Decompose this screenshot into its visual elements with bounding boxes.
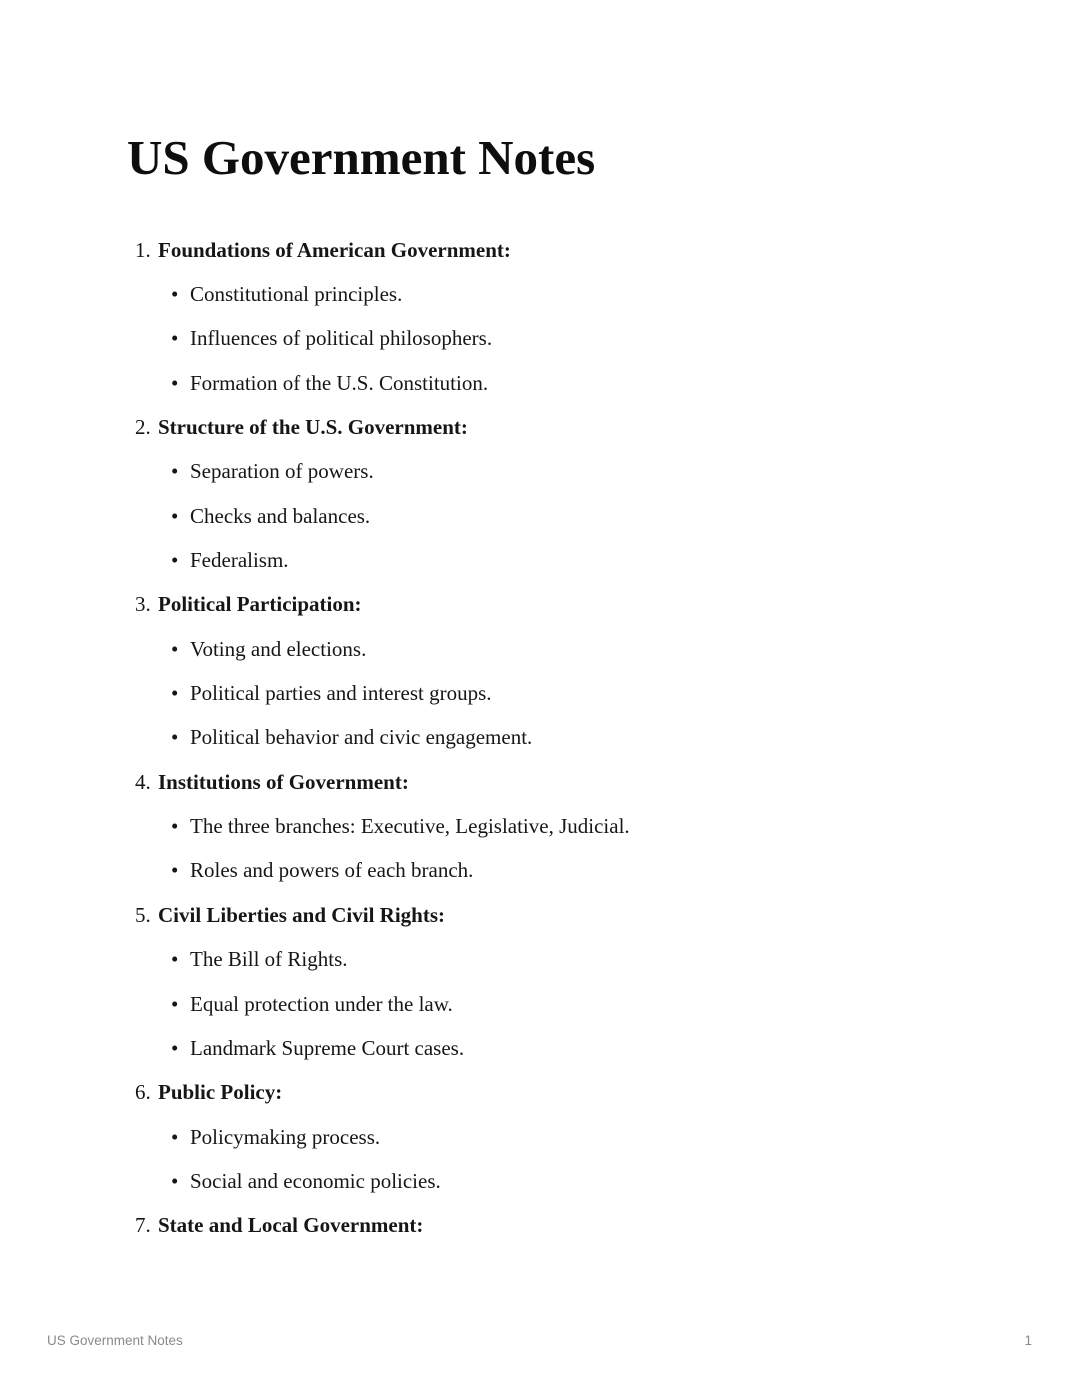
bullet-item bbox=[0, 272, 1080, 316]
bullet-icon: • bbox=[171, 991, 179, 1016]
bullet-text: Policymaking process. bbox=[190, 1124, 381, 1149]
bullet-icon: • bbox=[171, 1035, 179, 1060]
bullet-text: Formation of the U.S. Constitution. bbox=[190, 370, 489, 395]
bullet-text: Political behavior and civic engagement. bbox=[190, 725, 533, 750]
bullet-item bbox=[0, 671, 1080, 715]
bullet-item bbox=[0, 938, 1080, 982]
bullet-text: Roles and powers of each branch. bbox=[190, 858, 474, 883]
bullet-item bbox=[0, 716, 1080, 760]
bullet-text: The three branches: Executive, Legislative, Judicial. bbox=[190, 814, 630, 839]
section-title: Foundations of American Government: bbox=[158, 237, 511, 262]
bullet-item bbox=[0, 804, 1080, 848]
bullet-item bbox=[0, 849, 1080, 893]
footer-page-number: 1 bbox=[1024, 1333, 1032, 1348]
list-number: 3. bbox=[135, 592, 151, 617]
section-title: Public Policy: bbox=[158, 1080, 283, 1105]
bullet-icon: • bbox=[171, 326, 179, 351]
list-item-heading bbox=[0, 405, 1080, 449]
page-title: US Government Notes bbox=[127, 130, 596, 185]
list-item-heading bbox=[0, 228, 1080, 272]
list-item-heading bbox=[0, 893, 1080, 937]
list-item-heading bbox=[0, 760, 1080, 804]
bullet-text: Landmark Supreme Court cases. bbox=[190, 1035, 465, 1060]
list-number: 2. bbox=[135, 415, 151, 440]
bullet-text: Equal protection under the law. bbox=[190, 991, 453, 1016]
list-number: 1. bbox=[135, 237, 151, 262]
list-number: 7. bbox=[135, 1213, 151, 1238]
section-title: Structure of the U.S. Government: bbox=[158, 415, 468, 440]
list-number: 4. bbox=[135, 769, 151, 794]
bullet-item bbox=[0, 982, 1080, 1026]
footer-document-title: US Government Notes bbox=[47, 1333, 183, 1348]
bullet-icon: • bbox=[171, 282, 179, 307]
bullet-text: Social and economic policies. bbox=[190, 1168, 441, 1193]
section-title: Civil Liberties and Civil Rights: bbox=[158, 902, 446, 927]
bullet-icon: • bbox=[171, 1168, 179, 1193]
bullet-icon: • bbox=[171, 1124, 179, 1149]
bullet-icon: • bbox=[171, 814, 179, 839]
list-item-heading bbox=[0, 1204, 1080, 1248]
bullet-item bbox=[0, 1115, 1080, 1159]
bullet-text: Voting and elections. bbox=[190, 636, 367, 661]
bullet-icon: • bbox=[171, 947, 179, 972]
bullet-text: Influences of political philosophers. bbox=[190, 326, 493, 351]
bullet-icon: • bbox=[171, 370, 179, 395]
bullet-icon: • bbox=[171, 681, 179, 706]
bullet-item bbox=[0, 538, 1080, 582]
bullet-text: Separation of powers. bbox=[190, 459, 374, 484]
section-title: State and Local Government: bbox=[158, 1213, 424, 1238]
bullet-text: Checks and balances. bbox=[190, 503, 371, 528]
bullet-text: Federalism. bbox=[190, 548, 289, 573]
section-title: Institutions of Government: bbox=[158, 769, 409, 794]
bullet-icon: • bbox=[171, 858, 179, 883]
notes-list bbox=[0, 228, 1080, 1248]
bullet-item bbox=[0, 1159, 1080, 1203]
bullet-item bbox=[0, 627, 1080, 671]
list-item-heading bbox=[0, 583, 1080, 627]
bullet-icon: • bbox=[171, 725, 179, 750]
bullet-item bbox=[0, 494, 1080, 538]
bullet-text: The Bill of Rights. bbox=[190, 947, 348, 972]
section-title: Political Participation: bbox=[158, 592, 362, 617]
bullet-icon: • bbox=[171, 459, 179, 484]
bullet-icon: • bbox=[171, 548, 179, 573]
list-number: 5. bbox=[135, 902, 151, 927]
bullet-text: Political parties and interest groups. bbox=[190, 681, 492, 706]
bullet-icon: • bbox=[171, 503, 179, 528]
list-number: 6. bbox=[135, 1080, 151, 1105]
bullet-text: Constitutional principles. bbox=[190, 282, 403, 307]
bullet-item bbox=[0, 361, 1080, 405]
bullet-item bbox=[0, 317, 1080, 361]
list-item-heading bbox=[0, 1071, 1080, 1115]
bullet-item bbox=[0, 450, 1080, 494]
bullet-icon: • bbox=[171, 636, 179, 661]
bullet-item bbox=[0, 1026, 1080, 1070]
